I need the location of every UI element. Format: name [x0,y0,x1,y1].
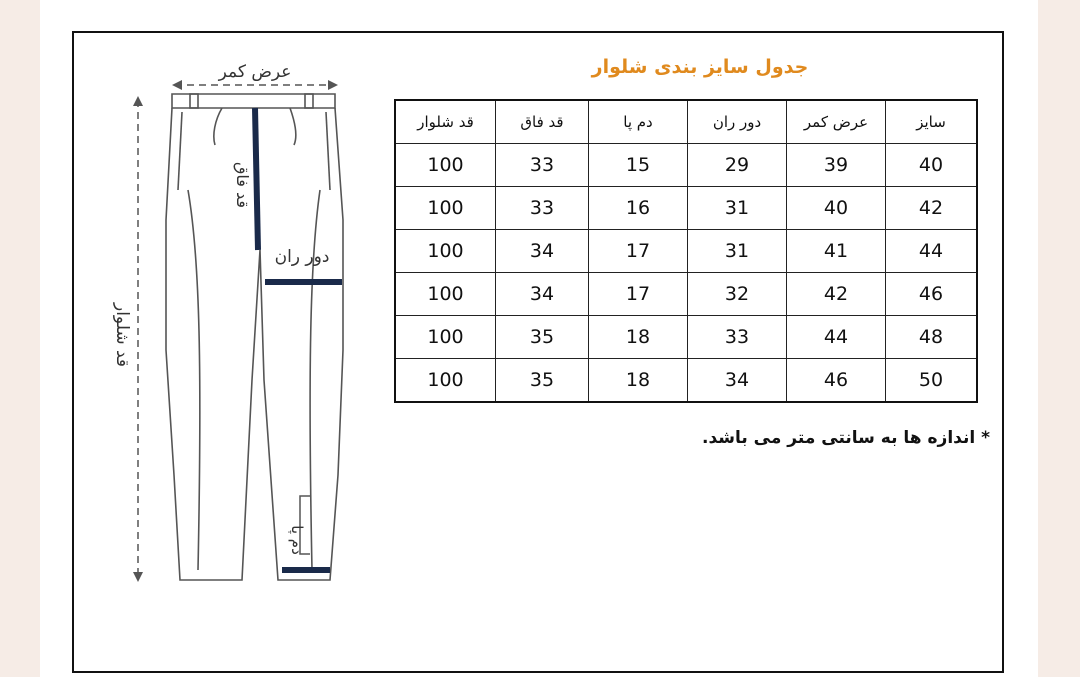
table-header-row [395,100,977,144]
table-cell: 46 [787,359,886,403]
table-row [395,187,977,230]
table-cell: 48 [886,316,978,359]
thigh-label: دور ران [274,247,330,267]
table-cell: 35 [496,316,589,359]
header-length: قد شلوار [395,100,496,144]
table-cell: 100 [395,187,496,230]
table-cell: 33 [496,144,589,187]
table-cell: 50 [886,359,978,403]
table-cell: 44 [787,316,886,359]
table-cell: 31 [688,187,787,230]
header-rise: قد فاق [496,100,589,144]
table-cell: 42 [886,187,978,230]
length-arrow [133,96,143,582]
table-cell: 34 [688,359,787,403]
table-row [395,230,977,273]
table-cell: 100 [395,273,496,316]
table-cell: 32 [688,273,787,316]
table-cell: 100 [395,316,496,359]
header-waist: عرض کمر [787,100,886,144]
waist-width-label: عرض کمر [218,62,292,82]
table-cell: 34 [496,273,589,316]
table-cell: 100 [395,144,496,187]
trousers-sketch [90,50,370,595]
table-cell: 29 [688,144,787,187]
table-cell: 42 [787,273,886,316]
table-cell: 100 [395,359,496,403]
table-cell: 40 [886,144,978,187]
table-cell: 100 [395,230,496,273]
rise-label: قد فاق [233,161,252,209]
table-cell: 17 [589,273,688,316]
length-label: قد شلوار [112,302,132,368]
table-cell: 33 [496,187,589,230]
table-cell: 18 [589,316,688,359]
table-cell: 16 [589,187,688,230]
table-cell: 31 [688,230,787,273]
table-row [395,273,977,316]
table-cell: 15 [589,144,688,187]
chart-title: جدول سایز بندی شلوار [591,56,809,78]
table-row [395,359,977,403]
units-note: * اندازه ها به سانتی متر می باشد. [701,428,990,448]
table-cell: 39 [787,144,886,187]
table-cell: 33 [688,316,787,359]
table-row [395,144,977,187]
table-cell: 40 [787,187,886,230]
header-hem: دم پا [589,100,688,144]
table-cell: 18 [589,359,688,403]
table-cell: 34 [496,230,589,273]
size-table [394,99,978,403]
hem-label: دم پا [288,525,306,555]
table-cell: 35 [496,359,589,403]
table-cell: 44 [886,230,978,273]
header-thigh: دور ران [688,100,787,144]
table-row [395,316,977,359]
table-cell: 41 [787,230,886,273]
table-cell: 17 [589,230,688,273]
header-size: سایز [886,100,978,144]
rise-line [255,108,258,250]
table-cell: 46 [886,273,978,316]
